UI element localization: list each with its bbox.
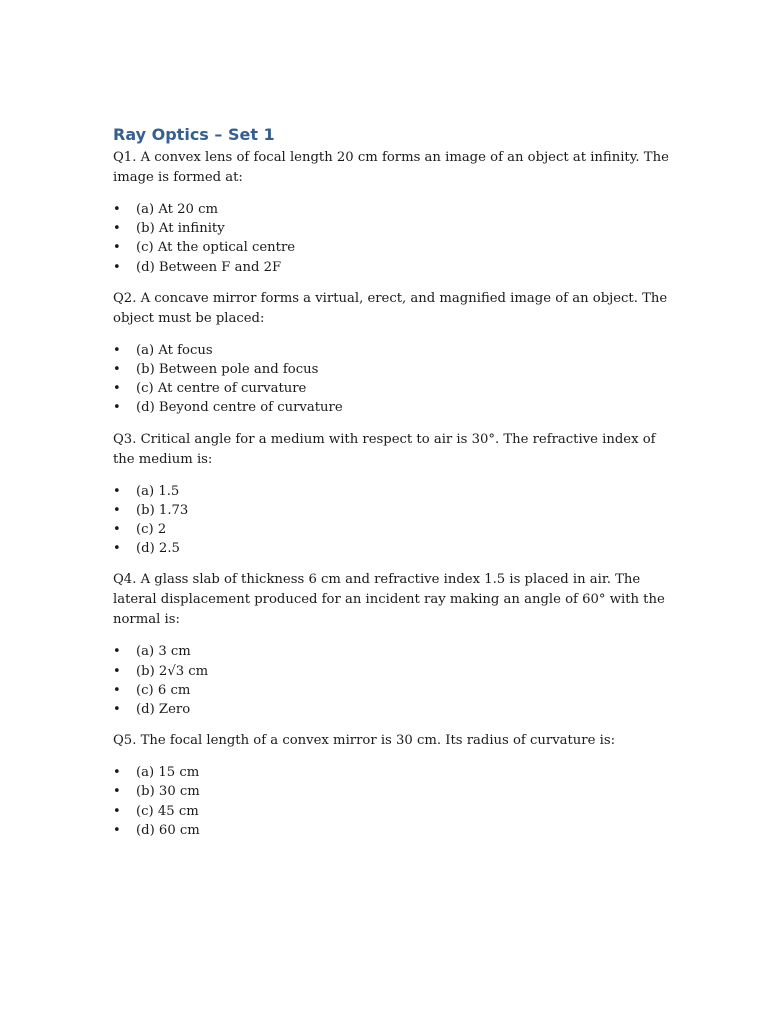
question-2: Q2. A concave mirror forms a virtual, erect, and magnified image of an object. The object must be placed:	[113, 290, 668, 326]
option-label: (c) At centre of curvature	[136, 381, 307, 397]
option-item	[113, 501, 673, 520]
option-label: (b) 2√3 cm	[136, 663, 209, 679]
bullet-icon: •	[113, 765, 121, 781]
option-label: (a) 15 cm	[136, 765, 200, 781]
option-item	[113, 662, 673, 681]
bullet-icon: •	[113, 682, 121, 698]
bullet-icon: •	[113, 483, 121, 499]
option-label: (a) 1.5	[136, 483, 180, 499]
question-5: Q5. The focal length of a convex mirror is 30 cm. Its radius of curvature is:	[113, 733, 616, 749]
option-item	[113, 763, 673, 782]
option-item	[113, 681, 673, 700]
option-item	[113, 379, 673, 398]
bullet-icon: •	[113, 202, 121, 217]
option-item	[113, 219, 673, 238]
bullet-icon: •	[113, 221, 121, 237]
bullet-icon: •	[113, 342, 121, 358]
question-3-options	[113, 482, 673, 559]
bullet-icon: •	[113, 502, 121, 518]
bullet-icon: •	[113, 663, 121, 679]
option-item	[113, 398, 673, 417]
option-label: (a) At 20 cm	[136, 202, 218, 217]
option-label: (d) 60 cm	[136, 822, 200, 838]
question-5-options	[113, 763, 673, 840]
option-label: (c) At the optical centre	[136, 240, 296, 256]
bullet-icon: •	[113, 362, 121, 378]
option-item	[113, 802, 673, 821]
option-item	[113, 539, 673, 558]
question-2-options	[113, 341, 673, 418]
question-1: Q1. A convex lens of focal length 20 cm forms an image of an object at infinity. The image is formed at:	[113, 150, 669, 185]
option-label: (b) Between pole and focus	[136, 362, 319, 378]
document-page	[113, 124, 673, 852]
option-label: (d) Zero	[136, 702, 191, 718]
option-item	[113, 700, 673, 719]
option-label: (d) Between F and 2F	[136, 259, 282, 275]
option-label: (c) 6 cm	[136, 682, 191, 698]
question-1-options	[113, 200, 673, 277]
option-item	[113, 341, 673, 360]
bullet-icon: •	[113, 522, 121, 538]
option-label: (c) 45 cm	[136, 803, 199, 819]
bullet-icon: •	[113, 784, 121, 800]
option-label: (b) 30 cm	[136, 784, 200, 800]
bullet-icon: •	[113, 803, 121, 819]
option-item	[113, 258, 673, 277]
option-item	[113, 821, 673, 840]
option-item	[113, 642, 673, 661]
option-item	[113, 360, 673, 379]
option-label: (a) At focus	[136, 342, 213, 358]
option-label: (b) 1.73	[136, 502, 189, 518]
option-label: (a) 3 cm	[136, 644, 191, 660]
option-label: (b) At infinity	[136, 221, 225, 237]
option-item	[113, 482, 673, 501]
bullet-icon: •	[113, 702, 121, 718]
bullet-icon: •	[113, 541, 121, 557]
bullet-icon: •	[113, 240, 121, 256]
option-item	[113, 520, 673, 539]
option-label: (d) Beyond centre of curvature	[136, 400, 343, 416]
question-3: Q3. Critical angle for a medium with respect to air is 30°. The refractive index of the medium is:	[113, 431, 656, 467]
bullet-icon: •	[113, 259, 121, 275]
bullet-icon: •	[113, 644, 121, 660]
question-4-options	[113, 642, 673, 719]
document-title: Ray Optics – Set 1	[113, 125, 275, 144]
option-label: (c) 2	[136, 522, 167, 538]
bullet-icon: •	[113, 822, 121, 838]
option-item	[113, 238, 673, 257]
option-item	[113, 200, 673, 219]
question-4: Q4. A glass slab of thickness 6 cm and refractive index 1.5 is placed in air. The lateral displacement produced for an incident ray making an angle of 60° with the normal is:	[113, 572, 665, 628]
bullet-icon: •	[113, 381, 121, 397]
bullet-icon: •	[113, 400, 121, 416]
option-item	[113, 782, 673, 801]
option-label: (d) 2.5	[136, 541, 180, 557]
